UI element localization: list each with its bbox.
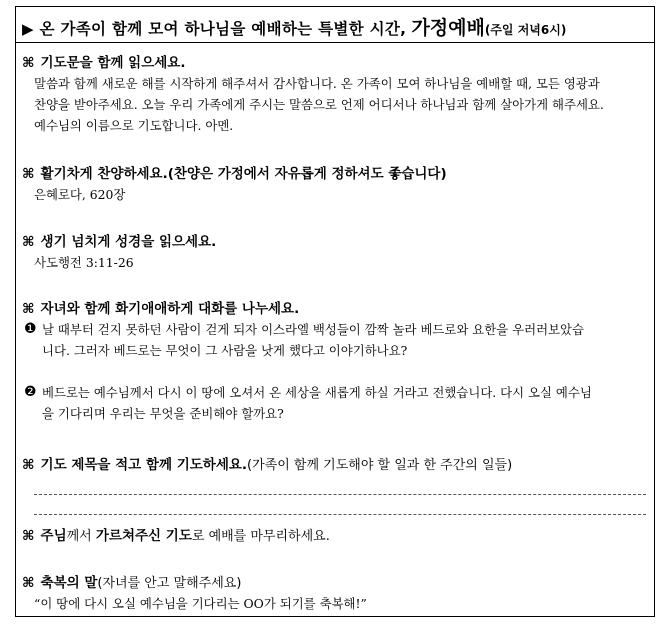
section-closing [22,526,648,547]
command-mark-icon: ⌘ [22,528,35,544]
topics-heading: 기도 제목을 적고 함께 기도하세요. [40,457,248,473]
closing-part3: 가르쳐주신 기도 [95,528,192,544]
talk-heading: 자녀와 함께 화기애애하게 대화를 나누세요. [40,301,300,317]
guide-frame [15,6,655,617]
header-bar [16,7,654,43]
section-prayer-topics [22,455,648,476]
closing-part2: 께서 [66,529,96,544]
prayer-line: 예수님의 이름으로 기도합니다. 아멘. [34,118,234,133]
scripture-reference: 사도행전 3:11-26 [34,255,134,270]
number-two-icon: ❷ [24,384,37,400]
number-one-icon: ❶ [24,321,37,337]
question-2 [22,382,648,424]
question-line: 날 때부터 걷지 못하던 사람이 걷게 되자 이스라엘 백성들이 깜짝 놀라 베드로와 요한을 우러러보았습 [42,322,584,337]
section-heading [22,53,648,73]
prayer-text [22,73,648,136]
header-title-small: (주일 저녁6시) [484,23,567,37]
command-mark-icon: ⌘ [22,234,35,250]
blessing-heading: 축복의 말 [40,575,98,591]
blessing-line: “이 땅에 다시 오실 예수님을 기다리는 OO가 되기를 축복해!” [34,596,367,611]
header-title-big: 가정예배 [411,17,485,39]
prayer-line: 찬양을 받아주세요. 오늘 우리 가족에게 주시는 말씀으로 언제 어디서나 하나님과 함께 살아가게 해주세요. [34,97,604,112]
command-mark-icon: ⌘ [22,166,35,182]
command-mark-icon: ⌘ [22,457,35,473]
praise-heading: 활기차게 찬양하세요.(찬양은 가정에서 자유롭게 정하셔도 좋습니다) [40,166,447,182]
command-mark-icon: ⌘ [22,55,35,71]
scripture-heading: 생기 넘치게 성경을 읽으세요. [40,234,217,250]
closing-part4: 로 예배를 마무리하세요. [191,529,330,544]
section-prayer [22,53,648,136]
section-blessing [22,573,648,613]
section-talk [22,299,648,424]
command-mark-icon: ⌘ [22,301,35,317]
write-line [34,494,646,495]
question-1 [22,319,648,361]
blessing-note: (자녀를 안고 말해주세요) [97,576,242,591]
section-scripture [22,232,648,273]
question-line: 니다. 그러자 베드로는 무엇이 그 사람을 낫게 했다고 이야기하나요? [42,343,408,358]
question-line: 베드로는 예수님께서 다시 이 땅에 오셔서 온 세상을 새롭게 하실 거라고 전했습니다. 다시 오실 예수님 [42,385,592,400]
topics-note: (가족이 함께 기도해야 할 일과 한 주간의 일들) [247,458,513,473]
prayer-heading: 기도문을 함께 읽으세요. [40,55,186,71]
question-line: 을 기다리며 우리는 무엇을 준비해야 할까요? [42,406,284,421]
write-line [34,514,646,515]
triangle-icon: ▶ [22,20,34,38]
command-mark-icon: ⌘ [22,575,35,591]
header-title: 온 가족이 함께 모여 하나님을 예배하는 특별한 시간, [39,20,407,38]
praise-song: 은혜로다, 620장 [34,187,126,202]
prayer-line: 말씀과 함께 새로운 해를 시작하게 해주셔서 감사합니다. 온 가족이 모여 하나님을 예배할 때, 모든 영광과 [34,76,600,91]
section-praise [22,164,648,205]
closing-part1: 주님 [40,528,67,544]
